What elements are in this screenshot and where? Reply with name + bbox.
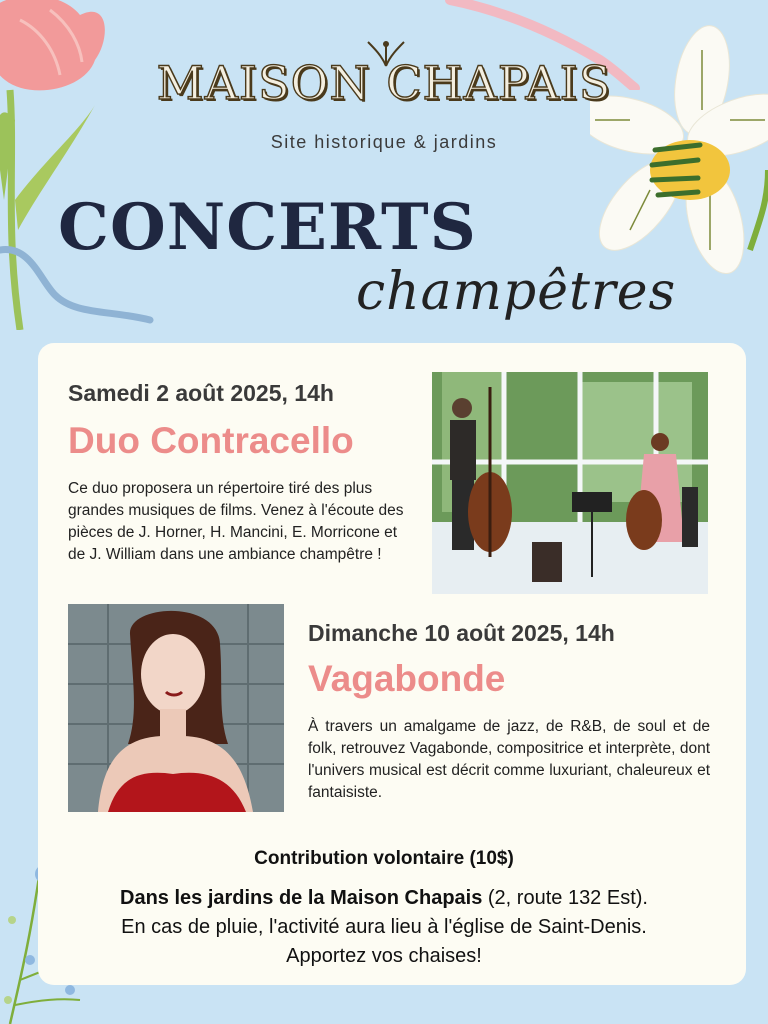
location-info xyxy=(60,884,708,971)
duo-contracello-photo xyxy=(432,372,708,594)
rain-note: En cas de pluie, l'activité aura lieu à l'église de Saint-Denis. xyxy=(121,916,647,938)
chairs-note: Apportez vos chaises! xyxy=(286,945,482,967)
event-description: Ce duo proposera un répertoire tiré des plus grandes musiques de films. Venez à l'écoute des pièces de J. Horner, H. Mancini, E. Morricone et de J. William dans une ambiance champêtre ! xyxy=(68,480,404,563)
maison-chapais-logo: MAISON CHAPAIS xyxy=(156,56,612,110)
page-subtitle: champêtres xyxy=(356,262,677,322)
vagabonde-portrait-photo xyxy=(68,604,284,812)
location-bold: Dans les jardins de la Maison Chapais xyxy=(120,887,483,909)
event-description: À travers un amalgame de jazz, de R&B, de soul et de folk, retrouvez Vagabonde, compositrice et interprète, dont l'univers musical est décrit comme luxuriant, chaleureux et fantaisiste. xyxy=(308,718,710,801)
event-name: Duo Contracello xyxy=(68,420,354,461)
event-date: Dimanche 10 août 2025, 14h xyxy=(308,620,615,646)
event-name: Vagabonde xyxy=(308,658,506,699)
page-title: CONCERTS xyxy=(58,190,477,265)
location-address: (2, route 132 Est). xyxy=(482,887,648,909)
event-date: Samedi 2 août 2025, 14h xyxy=(68,380,334,406)
location-line xyxy=(60,884,708,913)
tagline: Site historique & jardins xyxy=(270,132,498,152)
contribution-note: Contribution volontaire (10$) xyxy=(254,848,514,869)
